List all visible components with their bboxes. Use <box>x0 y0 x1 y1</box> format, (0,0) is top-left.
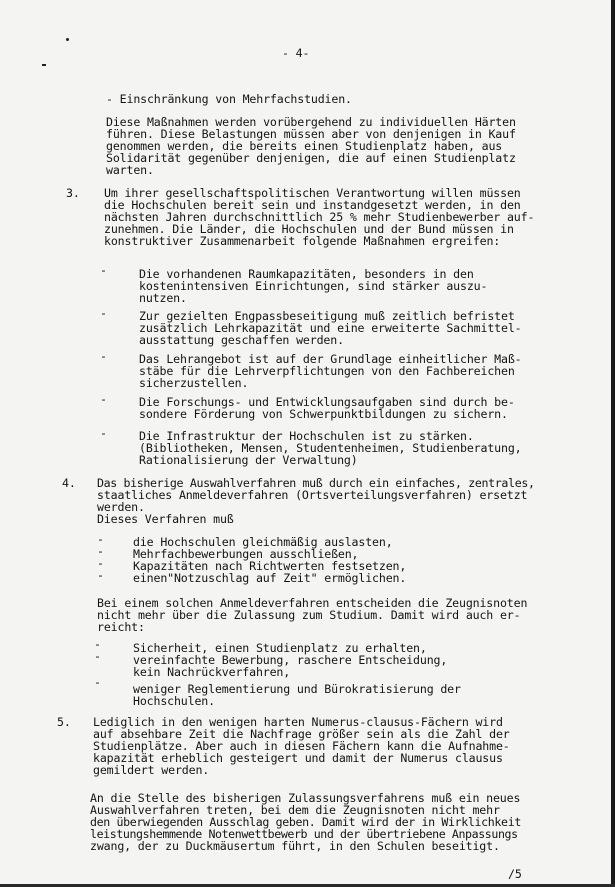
section-line: konstruktiver Zusammenarbeit folgende Maßnahmen ergreifen: <box>104 234 501 248</box>
bullet-dash: - <box>100 306 107 320</box>
paragraph-line: Auswahlverfahren treten, bei dem die Zeugnisnoten nicht mehr <box>90 803 500 817</box>
bullet-dash: - <box>94 649 101 663</box>
section-number: 5. <box>57 715 71 729</box>
bullet-line: stäbe für die Lehrverpflichtungen von den Fachbereichen <box>139 364 515 378</box>
bullet-line: nutzen. <box>139 291 187 305</box>
bullet-dash: - <box>100 392 107 406</box>
scan-speck <box>66 38 69 41</box>
bullet-line: weniger Reglementierung und Bürokratisierung der <box>133 682 461 696</box>
bullet-dash: - <box>97 532 104 546</box>
bullet-line: Zur gezielten Engpassbeseitigung muß zeitlich befristet <box>139 309 515 323</box>
paragraph-line: den überwiegenden Ausschlag geben. Damit wird der in Wirklichkeit <box>90 815 521 829</box>
section-line: Das bisherige Auswahlverfahren muß durch ein einfaches, zentrales, <box>97 476 535 490</box>
bullet-line: Die Forschungs- und Entwicklungsaufgaben sind durch be- <box>139 395 515 409</box>
section-line: Lediglich in den wenigen harten Numerus-clausus-Fächern wird <box>93 715 503 729</box>
bullet-dash: - <box>100 349 107 363</box>
paragraph-line: leistungshemmende Notenwettbewerb und der übertriebene Anpassungs <box>90 827 518 841</box>
section-number: 4. <box>62 476 76 490</box>
paragraph-line: zwang, der zu Duckmäusertum führt, in den Schulen beseitigt. <box>90 839 500 853</box>
section-line: Um ihrer gesellschaftspolitischen Verantwortung willen müssen <box>104 186 521 200</box>
bullet-line: einen"Notzuschlag auf Zeit" ermöglichen. <box>133 571 407 585</box>
bullet-line: Mehrfachbewerbungen ausschließen, <box>133 547 359 561</box>
section-line: zunehmen. Die Länder, die Hochschulen und der Bund müssen in <box>104 222 514 236</box>
bullet-line: Hochschulen. <box>133 694 215 708</box>
intro-line: führen. Diese Belastungen müssen aber von denjenigen in Kauf <box>106 127 516 141</box>
continuation-ref: /5 <box>508 867 522 881</box>
paragraph-line: reicht: <box>97 620 145 634</box>
section-line: nächsten Jahren durchschnittlich 25 % mehr Studienbewerber auf- <box>104 210 535 224</box>
section-line: gemildert werden. <box>93 763 210 777</box>
scan-edge-right <box>611 0 615 887</box>
bullet-dash: - <box>97 544 104 558</box>
bullet-line: Das Lehrangebot ist auf der Grundlage einheitlicher Maß- <box>139 352 522 366</box>
bullet-dash: - <box>100 426 107 440</box>
section-line: staatliches Anmeldeverfahren (Ortsverteilungsverfahren) ersetzt <box>97 488 528 502</box>
scan-speck <box>42 64 46 66</box>
section-number: 3. <box>66 186 80 200</box>
bullet-line: Die Infrastruktur der Hochschulen ist zu stärken. <box>139 429 474 443</box>
bullet-line: Sicherheit, einen Studienplatz zu erhalten, <box>133 641 427 655</box>
paragraph-line: An die Stelle des bisherigen Zulassungsverfahrens muß ein neues <box>90 791 521 805</box>
section-line: kapazität erheblich gesteigert und damit der Numerus clausus <box>93 751 503 765</box>
bullet-dash: - <box>94 675 101 689</box>
bullet-line: kostenintensiven Einrichtungen, sind stärker auszu- <box>139 279 488 293</box>
section-line: werden. <box>97 500 145 514</box>
bullet-dash: - <box>97 568 104 582</box>
bullet-line: (Bibliotheken, Mensen, Studentenheimen, Studienberatung, <box>139 441 522 455</box>
intro-line: genommen werden, die bereits einen Studienplatz haben, aus <box>106 139 503 153</box>
intro-item: - Einschränkung von Mehrfachstudien. <box>106 92 352 106</box>
bullet-line: ausstattung geschaffen werden. <box>139 333 344 347</box>
bullet-line: sicherzustellen. <box>139 376 249 390</box>
section-line: die Hochschulen bereit sein und instandgesetzt werden, in den <box>104 198 521 212</box>
bullet-line: sondere Förderung von Schwerpunktbildungen zu sichern. <box>139 407 508 421</box>
intro-line: Diese Maßnahmen werden vorübergehend zu individuellen Härten <box>106 115 516 129</box>
section-line: Dieses Verfahren muß <box>97 512 234 526</box>
bullet-line: Die vorhandenen Raumkapazitäten, besonders in den <box>139 267 474 281</box>
bullet-line: zusätzlich Lehrkapazität und eine erweiterte Sachmittel- <box>139 321 522 335</box>
intro-line: warten. <box>106 163 154 177</box>
section-line: auf absehbare Zeit die Nachfrage größer sein als die Zahl der <box>93 727 510 741</box>
bullet-line: die Hochschulen gleichmäßig auslasten, <box>133 535 393 549</box>
bullet-dash: - <box>94 637 101 651</box>
bullet-dash: - <box>100 263 107 277</box>
bullet-line: Rationalisierung der Verwaltung) <box>139 453 358 467</box>
bullet-dash: - <box>97 556 104 570</box>
bullet-line: Kapazitäten nach Richtwerten festsetzen, <box>133 559 407 573</box>
intro-line: Solidarität gegenüber denjenigen, die auf einen Studienplatz <box>106 151 516 165</box>
paragraph-line: Bei einem solchen Anmeldeverfahren entscheiden die Zeugnisnoten <box>97 596 528 610</box>
page-number: - 4- <box>282 46 310 60</box>
bullet-line: vereinfachte Bewerbung, raschere Entscheidung, <box>133 653 448 667</box>
paragraph-line: nicht mehr über die Zulassung zum Studium. Damit wird auch er- <box>97 608 521 622</box>
section-line: Studienplätze. Aber auch in diesen Fächern kann die Aufnahme- <box>93 739 510 753</box>
bullet-line: kein Nachrückverfahren, <box>133 665 291 679</box>
